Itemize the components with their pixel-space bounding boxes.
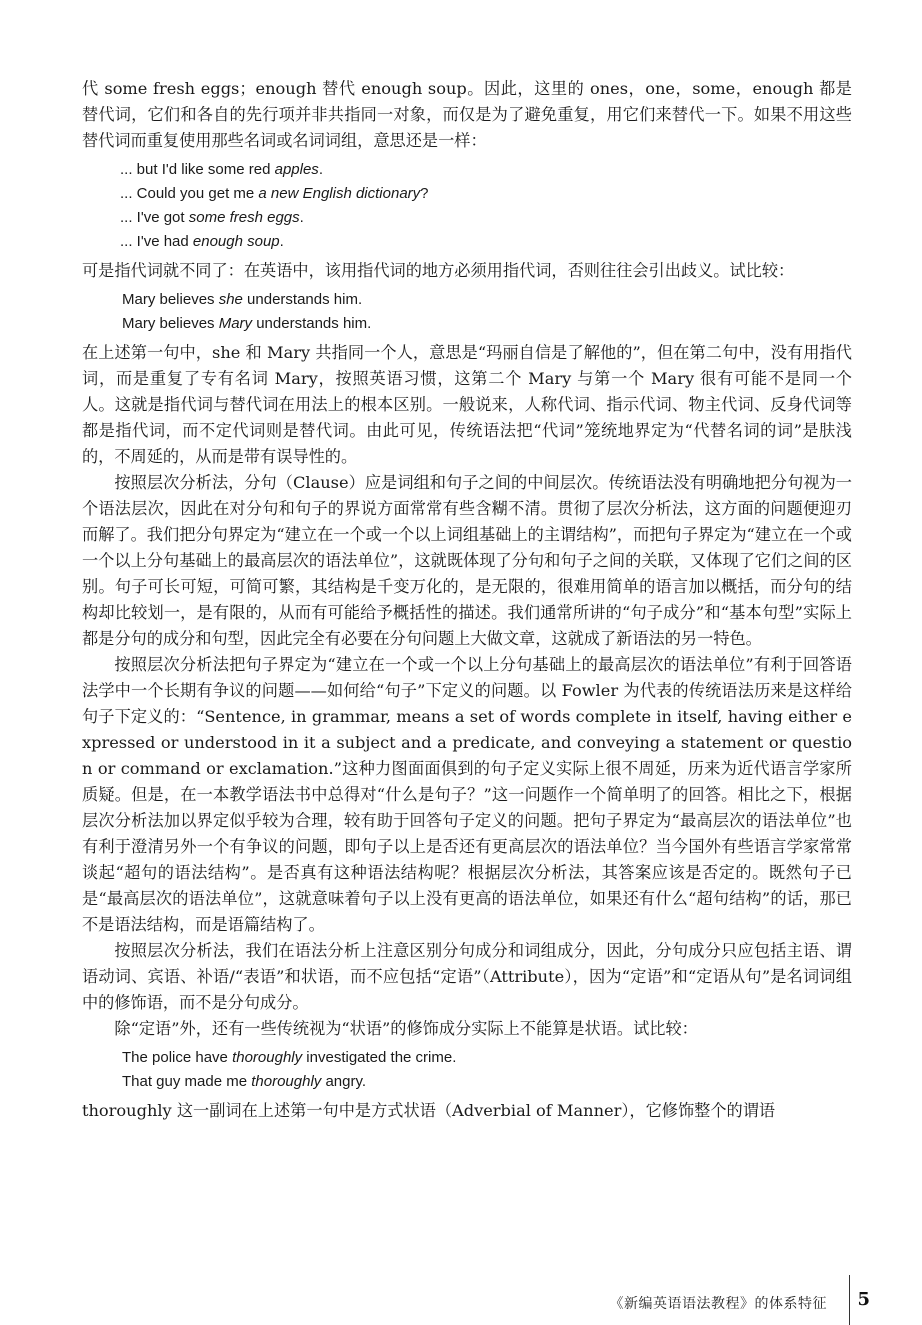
page-body [82, 76, 852, 1124]
paragraph-1: 代 some fresh eggs；enough 替代 enough soup。因此，这里的 ones，one，some，enough 都是替代词，它们和各自的先行项并非共指同一对象，而仅是为了避免重复，用它们来替代一下。如果不用这些替代词而重复使用那些名词或名词词组，意思还是一样： [82, 79, 852, 150]
paragraph-6: 按照层次分析法，我们在语法分析上注意区别分句成分和词组成分，因此，分句成分只应包括主语、谓语动词、宾语、补语/“表语”和状语，而不应包括“定语”（Attribute），因为“定语”和“定语从句”是名词词组中的修饰语，而不是分句成分。 [82, 941, 852, 1012]
footer-divider [849, 1275, 850, 1325]
example-line: ... but I'd like some red apples. [120, 161, 323, 178]
example-line: Mary believes Mary understands him. [122, 315, 372, 332]
page-footer [0, 1275, 922, 1325]
page-number: 5 [857, 1289, 870, 1310]
paragraph-8: thoroughly 这一副词在上述第一句中是方式状语（Adverbial of Manner），它修饰整个的谓语 [82, 1101, 776, 1120]
example-group-adverbs [82, 1046, 852, 1094]
example-group-pronouns [82, 288, 852, 336]
example-line: That guy made me thoroughly angry. [122, 1073, 367, 1090]
example-line: ... Could you get me a new English dictionary? [120, 185, 429, 202]
running-title: 《新编英语语法教程》的体系特征 [609, 1296, 827, 1312]
example-line: ... I've got some fresh eggs. [120, 209, 304, 226]
paragraph-7: 除“定语”外，还有一些传统视为“状语”的修饰成分实际上不能算是状语。试比较： [114, 1019, 698, 1038]
paragraph-3: 在上述第一句中，she 和 Mary 共指同一个人，意思是“玛丽自信是了解他的”，但在第二句中，没有用指代词，而是重复了专有名词 Mary，按照英语习惯，这第二个 Mary 与第一个 Mary 很有可能不是同一个人。这就是指代词与替代词在用法上的根本区别。一般说来，人称代词、指示代词、物主代词、反身代词等都是指代词，而不定代词则是替代词。由此可见，传统语法把“代词”笼统地界定为“代替名词的词”是肤浅的，不周延的，从而是带有误导性的。 [82, 343, 852, 466]
example-line: ... I've had enough soup. [120, 233, 284, 250]
example-line: Mary believes she understands him. [122, 291, 363, 308]
example-group-substitutes [82, 158, 852, 254]
paragraph-4: 按照层次分析法，分句（Clause）应是词组和句子之间的中间层次。传统语法没有明确地把分句视为一个语法层次，因此在对分句和句子的界说方面常常有些含糊不清。贯彻了层次分析法，这方面的问题便迎刃而解了。我们把分句界定为“建立在一个或一个以上词组基础上的主谓结构”，而把句子界定为“建立在一个或一个以上分句基础上的最高层次的语法单位”，这就既体现了分句和句子之间的关联，又体现了它们之间的区别。句子可长可短，可简可繁，其结构是千变万化的，是无限的，很难用简单的语言加以概括，而分句的结构却比较划一，是有限的，从而有可能给予概括性的描述。我们通常所讲的“句子成分”和“基本句型”实际上都是分句的成分和句型，因此完全有必要在分句问题上大做文章，这就成了新语法的另一特色。 [82, 473, 852, 648]
paragraph-5: 按照层次分析法把句子界定为“建立在一个或一个以上分句基础上的最高层次的语法单位”有利于回答语法学中一个长期有争议的问题——如何给“句子”下定义的问题。以 Fowler 为代表的传统语法历来是这样给句子下定义的：“Sentence, in grammar, means a set of words complete in itself, having either expressed or understood in it a subject and a predicate, and conveying a statement or question or command or exclamation.”这种力图面面俱到的句子定义实际上很不周延，历来为近代语言学家所质疑。但是，在一本教学语法书中总得对“什么是句子？”这一问题作一个简单明了的回答。相比之下，根据层次分析法加以界定似乎较为合理，较有助于回答句子定义的问题。把句子界定为“最高层次的语法单位”也有利于澄清另外一个有争议的问题，即句子以上是否还有更高层次的语法单位？当今国外有些语言学家常常谈起“超句的语法结构”。是否真有这种语法结构呢？根据层次分析法，其答案应该是否定的。既然句子已是“最高层次的语法单位”，这就意味着句子以上没有更高的语法单位，如果还有什么“超句结构”的话，那已不是语法结构，而是语篇结构了。 [82, 655, 853, 934]
paragraph-2: 可是指代词就不同了：在英语中，该用指代词的地方必须用指代词，否则往往会引出歧义。试比较： [82, 261, 795, 280]
example-line: The police have thoroughly investigated the crime. [122, 1049, 457, 1066]
